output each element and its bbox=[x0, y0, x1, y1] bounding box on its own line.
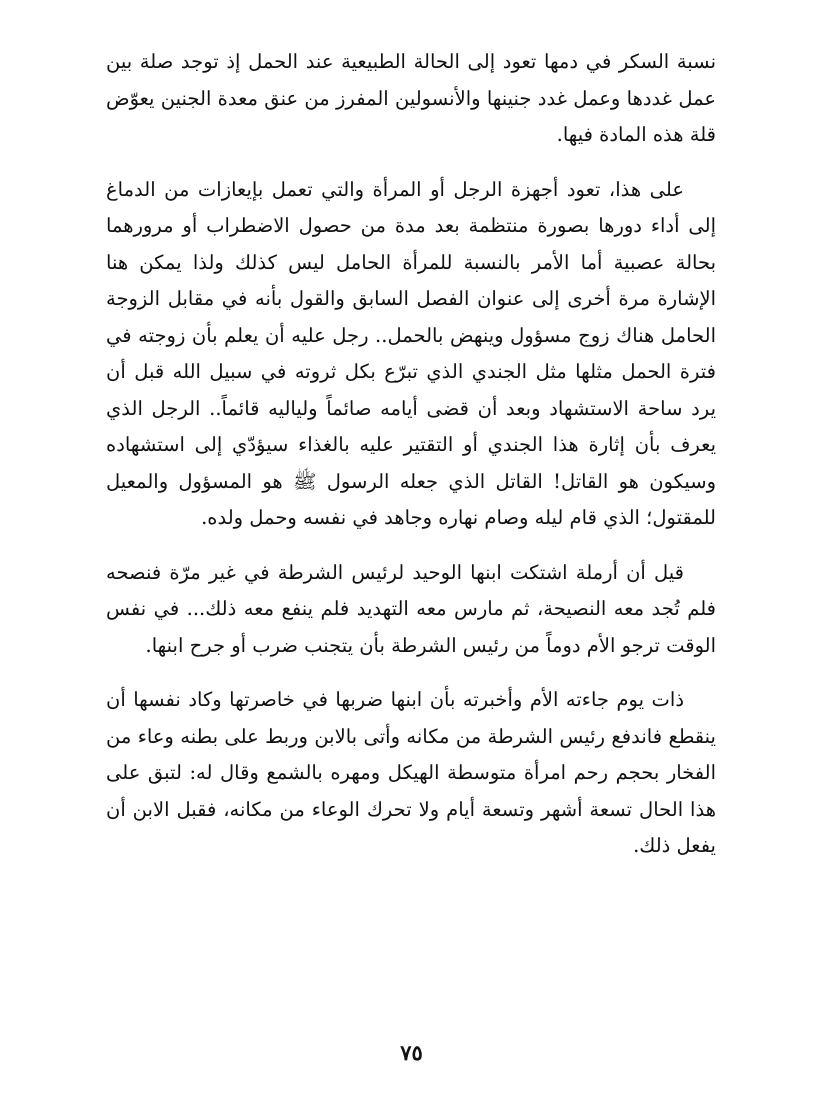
paragraph-4: ذات يوم جاءته الأم وأخبرته بأن ابنها ضربها في خاصرتها وكاد نفسها أن ينقطع فاندفع رئيس الشرطة من مكانه وأتى بالابن وربط على بطنه وعاء من الفخار بحجم رحم امرأة متوسطة الهيكل ومهره بالشمع وقال له: لتبق على هذا الحال تسعة أشهر وتسعة أيام ولا تحرك الوعاء من مكانه، فقبل الابن أن يفعل ذلك. bbox=[106, 688, 716, 857]
page-number: ٧٥ bbox=[400, 1040, 423, 1065]
body-text bbox=[106, 44, 716, 883]
paragraph-3: قيل أن أرملة اشتكت ابنها الوحيد لرئيس الشرطة في غير مرّة فنصحه فلم تُجد معه النصيحة، ثم مارس معه التهديد فلم ينفع معه ذلك... في نفس الوقت ترجو الأم دوماً من رئيس الشرطة بأن يتجنب ضرب أو جرح ابنها. bbox=[106, 560, 716, 657]
paragraph-1: نسبة السكر في دمها تعود إلى الحالة الطبيعية عند الحمل إذ توجد صلة بين عمل غددها وعمل غدد جنينها والأنسولين المفرز من عنق معدة الجنين يعوّض قلة هذه المادة فيها. bbox=[106, 50, 716, 146]
paragraph-2: على هذا، تعود أجهزة الرجل أو المرأة والتي تعمل بإيعازات من الدماغ إلى أداء دورها بصورة منتظمة بعد مدة من حصول الاضطراب أو مرورهما بحالة عصبية أما الأمر بالنسبة للمرأة الحامل ليس كذلك ولذا يمكن هنا الإشارة مرة أخرى إلى عنوان الفصل السابق والقول بأنه في مقابل الزوجة الحامل هناك زوج مسؤول وينهض بالحمل.. رجل عليه أن يعلم بأن زوجته في فترة الحمل مثلها مثل الجندي الذي تبرّع بكل ثروته في سبيل الله قبل أن يرد ساحة الاستشهاد وبعد أن قضى أيامه صائماً ولياليه قائماً.. الرجل الذي يعرف بأن إثارة هذا الجندي أو التقتير عليه بالغذاء سيؤدّي إلى استشهاده وسيكون هو القاتل! القاتل الذي جعله الرسول ﷺ هو المسؤول والمعيل للمقتول؛ الذي قام ليله وصام نهاره وجاهد في نفسه وحمل ولده. bbox=[106, 177, 716, 529]
